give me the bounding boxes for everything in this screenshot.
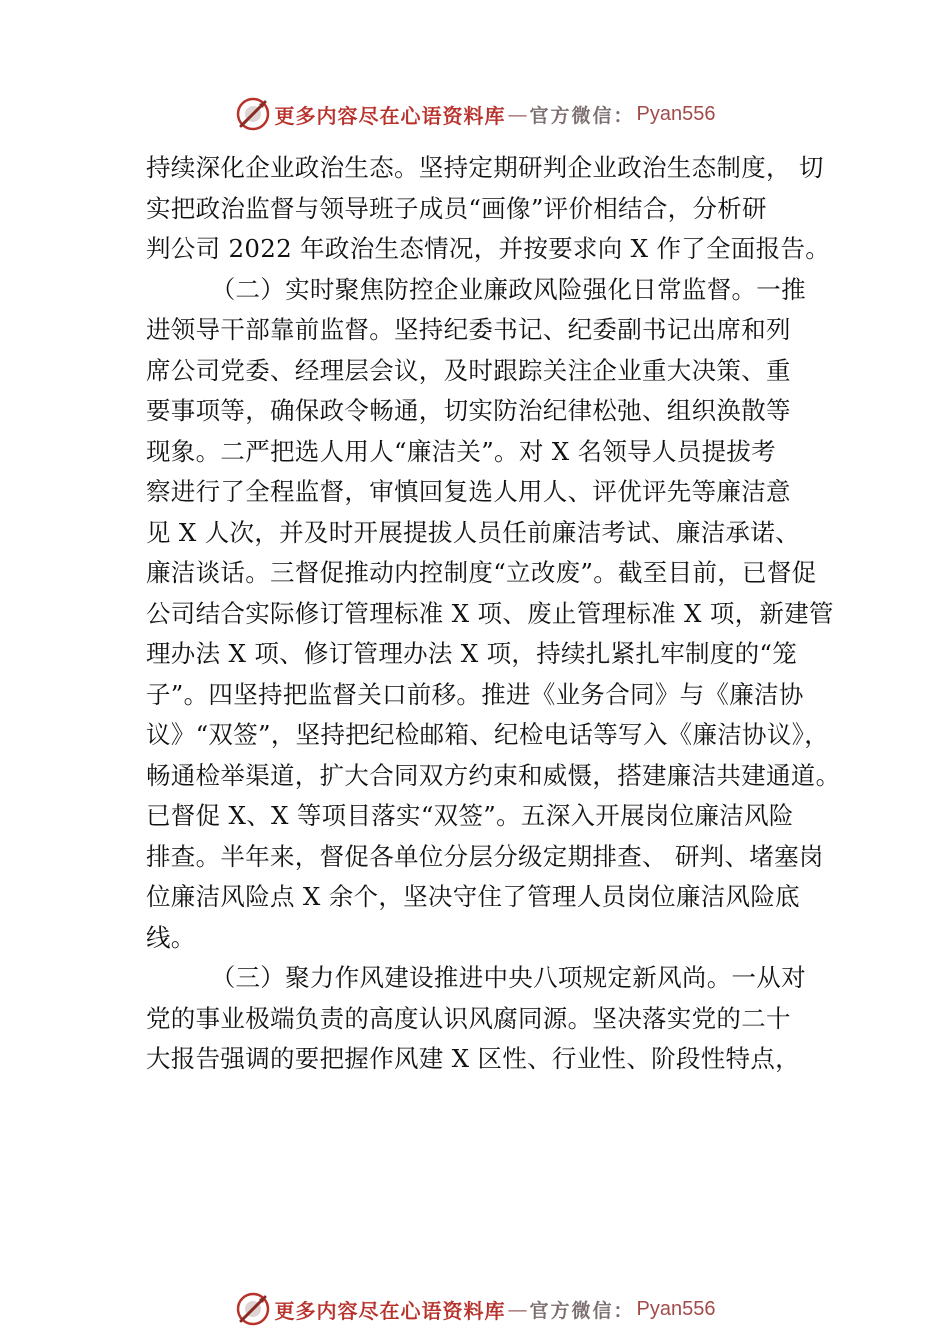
body-line: （二）实时聚焦防控企业廉政风险强化日常监督。一推 xyxy=(146,274,806,304)
body-line: 已督促 X、X 等项目落实“双签”。五深入开展岗位廉洁风险 xyxy=(146,801,794,830)
header-wechat-id: Pyan556 xyxy=(636,102,716,125)
footer-wechat-label: 官方微信： xyxy=(529,1299,635,1322)
body-line: 线。 xyxy=(146,922,196,952)
footer-dash: — xyxy=(507,1297,528,1321)
body-line: 党的事业极端负责的高度认识风腐同源。坚决落实党的二十 xyxy=(146,1003,791,1033)
header-brand-text: 更多内容尽在心语资料库 xyxy=(274,103,506,128)
footer-brand-text: 更多内容尽在心语资料库 xyxy=(274,1298,506,1323)
body-line: 子”。四坚持把监督关口前移。推进《业务合同》与《廉洁协 xyxy=(146,679,804,709)
footer-wechat-id: Pyan556 xyxy=(636,1297,716,1320)
header-wechat-label: 官方微信： xyxy=(529,104,635,127)
document-body xyxy=(146,148,841,1080)
body-line: 畅通检举渠道，扩大合同双方约束和威慑，搭建廉洁共建通道。 xyxy=(146,760,841,790)
body-line: 位廉洁风险点 X 余个，坚决守住了管理人员岗位廉洁风险底 xyxy=(146,882,800,911)
body-line: 排查。半年来，督促各单位分层分级定期排查、 研判、堵塞岗 xyxy=(146,841,824,871)
header-dash: — xyxy=(507,102,528,126)
body-line: 现象。二严把选人用人“廉洁关”。对 X 名领导人员提拔考 xyxy=(146,436,776,466)
body-line: 公司结合实际修订管理标准 X 项、废止管理标准 X 项，新建管 xyxy=(146,598,834,628)
body-line: 理办法 X 项、修订管理办法 X 项，持续扎紧扎牢制度的“笼 xyxy=(146,639,798,668)
body-line: 实把政治监督与领导班子成员“画像”评价相结合，分析研 xyxy=(146,193,767,223)
body-line: 持续深化企业政治生态。坚持定期研判企业政治生态制度， 切 xyxy=(146,153,824,182)
pen-seal-logo-icon xyxy=(235,1291,271,1327)
body-line: 席公司党委、经理层会议，及时跟踪关注企业重大决策、重 xyxy=(146,355,791,385)
pen-seal-logo-icon xyxy=(235,96,271,132)
header-watermark-banner xyxy=(0,94,950,134)
body-line: 察进行了全程监督，审慎回复选人用人、评优评先等廉洁意 xyxy=(146,477,791,506)
body-line: 廉洁谈话。三督促推动内控制度“立改废”。截至目前，已督促 xyxy=(146,558,817,587)
body-line: 判公司 2022 年政治生态情况，并按要求向 X 作了全面报告。 xyxy=(146,234,831,263)
body-line: 进领导干部靠前监督。坚持纪委书记、纪委副书记出席和列 xyxy=(146,315,791,344)
body-line: 见 X 人次，并及时开展提拔人员任前廉洁考试、廉洁承诺、 xyxy=(146,517,800,547)
footer-watermark-banner xyxy=(0,1289,950,1329)
body-line: （三）聚力作风建设推进中央八项规定新风尚。一从对 xyxy=(146,963,806,992)
body-line: 议》“双签”，坚持把纪检邮箱、纪检电话等写入《廉洁协议》， xyxy=(146,720,829,749)
body-line: 大报告强调的要把握作风建 X 区性、行业性、阶段性特点， xyxy=(146,1044,800,1073)
body-line: 要事项等，确保政令畅通，切实防治纪律松弛、组织涣散等 xyxy=(146,396,791,425)
